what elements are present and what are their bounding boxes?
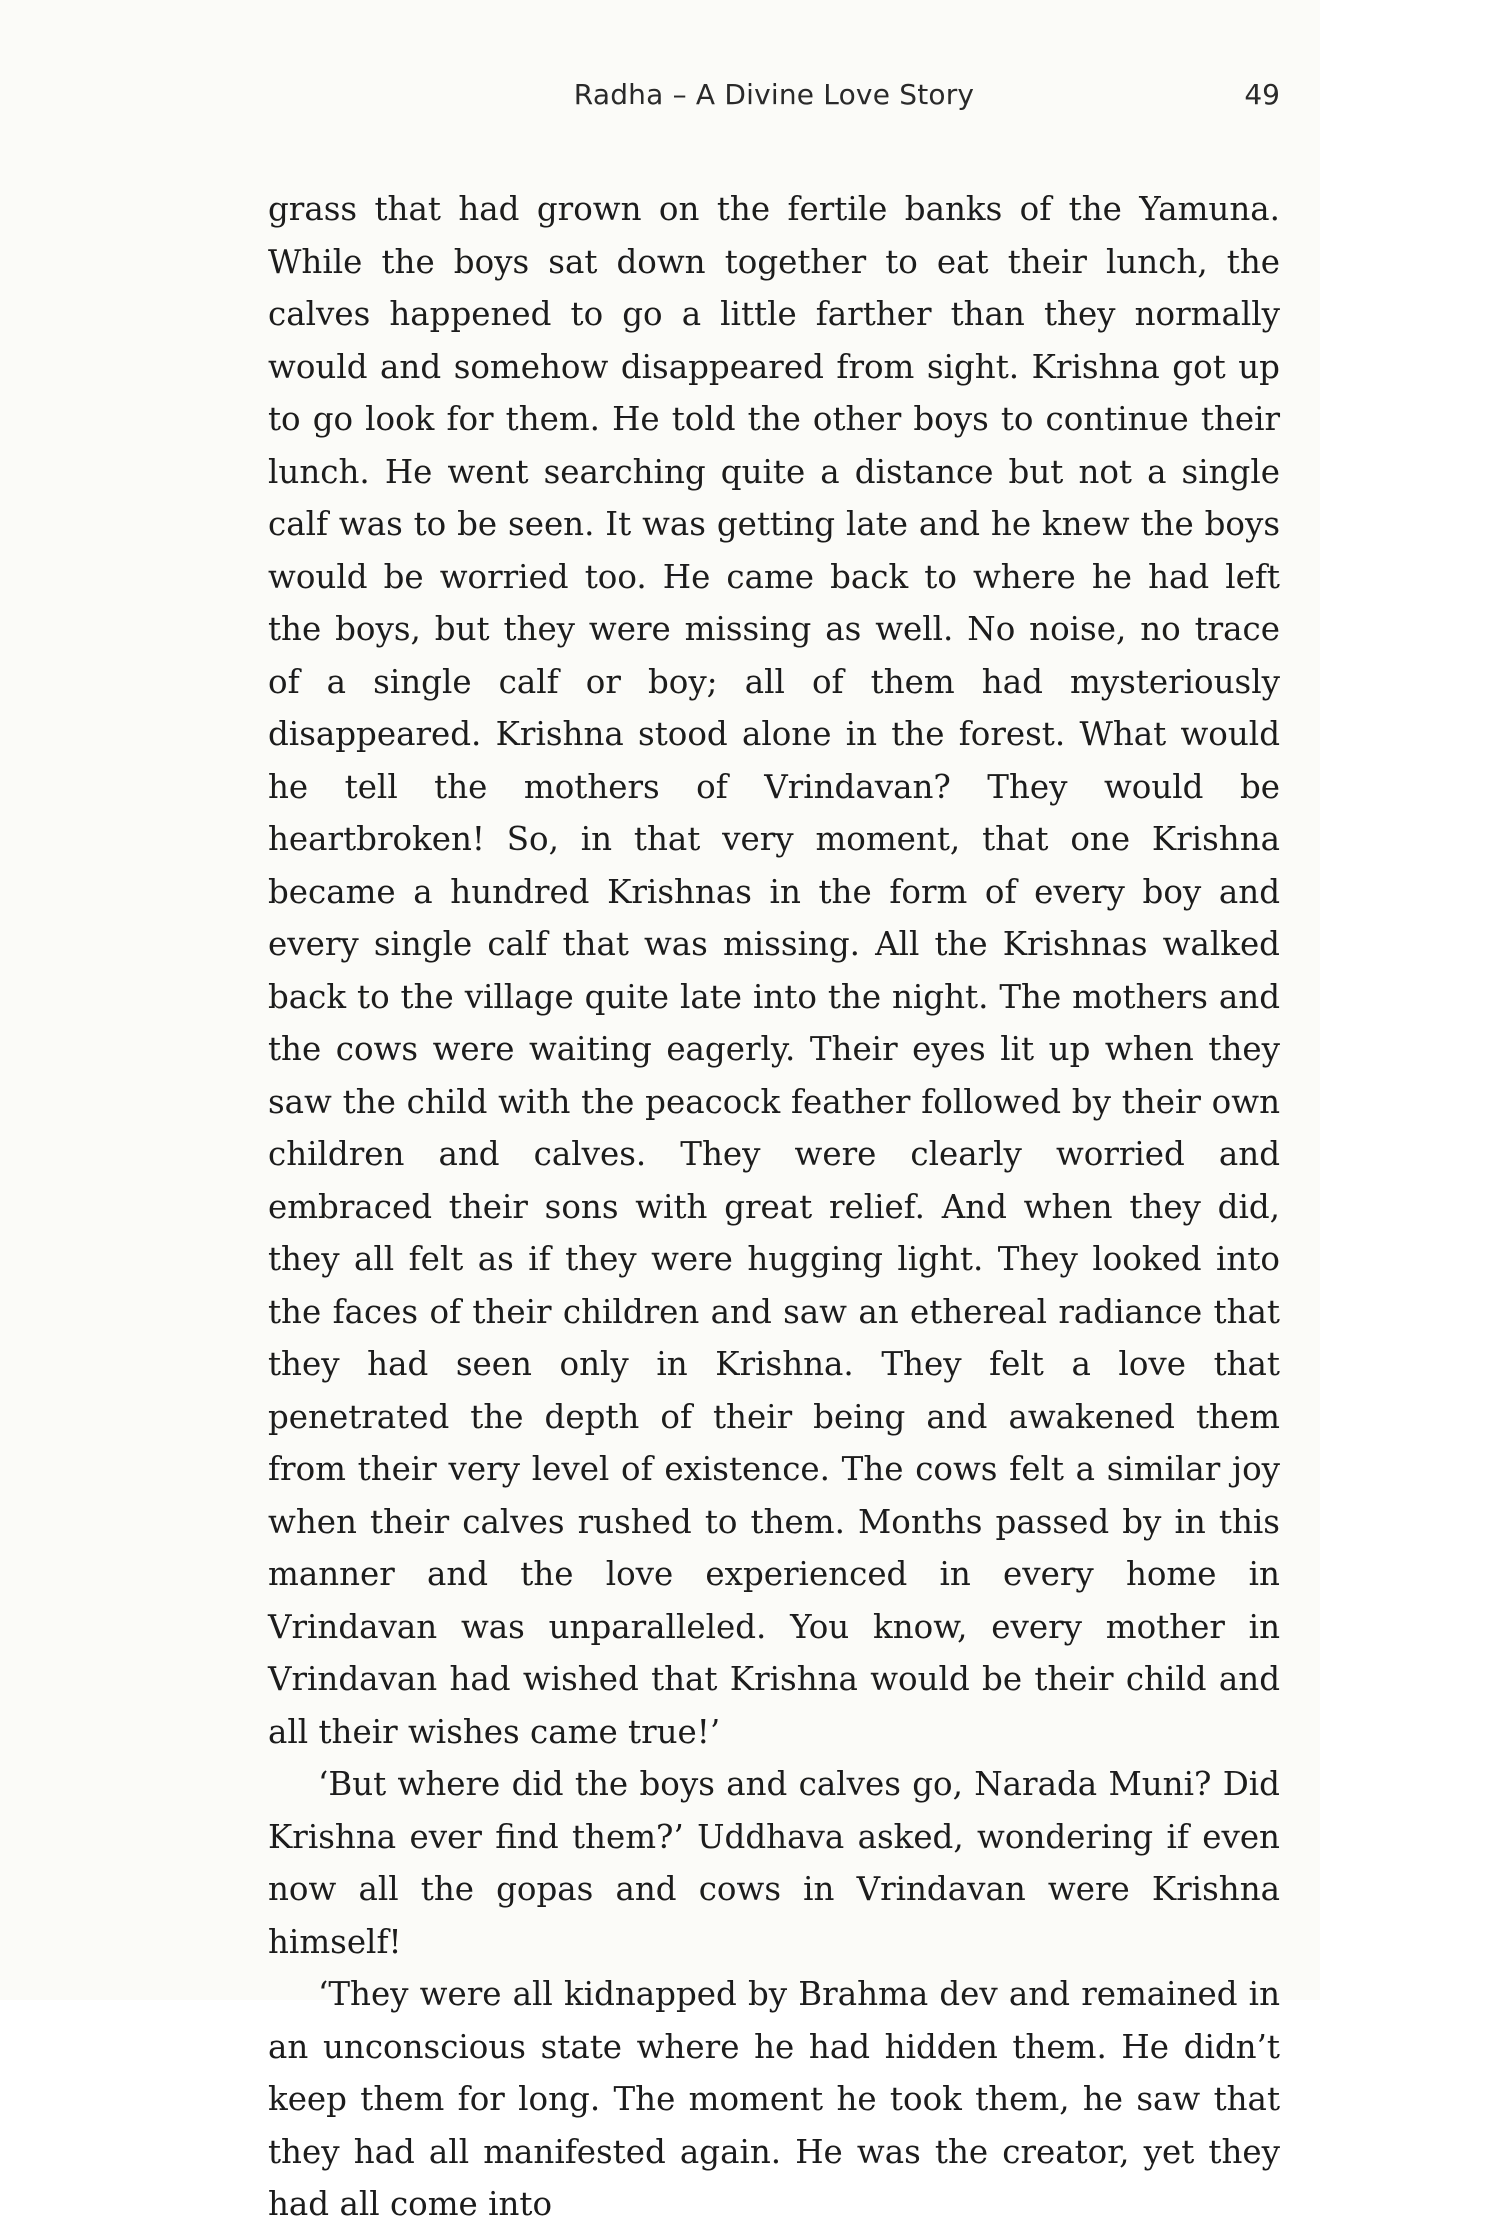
paragraph-uddhava-question: ‘But where did the boys and calves go, Narada Muni? Did Krishna ever find them?’ Uddhava asked, wondering if even now all the gopas and cows in Vrindavan were Krishna himself! xyxy=(268,1765,1280,1961)
running-title: Radha – A Divine Love Story xyxy=(573,78,975,111)
paragraph-narada-answer: ‘They were all kidnapped by Brahma dev and remained in an unconscious state where he had hidden them. He didn’t keep them for long. The moment he took them, he saw that they had all manifested again. He was the creator, yet they had all come into xyxy=(268,1975,1280,2223)
paragraph-continued: grass that had grown on the fertile banks of the Yamuna. While the boys sat down together to eat their lunch, the calves happened to go a little farther than they normally would and somehow disappeared from sight. Krishna got up to go look for them. He told the other boys to continue their lunch. He went searching quite a distance but not a single calf was to be seen. It was getting late and he knew the boys would be worried too. He came back to where he had left the boys, but they were missing as well. No noise, no trace of a single calf or boy; all of them had mysteriously disappeared. Krishna stood alone in the forest. What would he tell the mothers of Vrindavan? They would be heartbroken! So, in that very moment, that one Krishna became a hundred Krishnas in the form of every boy and every single calf that was missing. All the Krishnas walked back to the village quite late into the night. The mothers and the cows were waiting eagerly. Their eyes lit up when they saw the child with the peacock feather followed by their own children and calves. They were clearly worried and embraced their sons with great relief. And when they did, they all felt as if they were hugging light. They looked into the faces of their children and saw an ethereal radiance that they had seen only in Krishna. They felt a love that penetrated the depth of their being and awakened them from their very level of existence. The cows felt a similar joy when their calves rushed to them. Months passed by in this manner and the love experienced in every home in Vrindavan was unparalleled. You know, every mother in Vrindavan had wished that Krishna would be their child and all their wishes came true!’ xyxy=(268,190,1280,1751)
body-text xyxy=(268,183,1280,2231)
page-number: 49 xyxy=(1244,78,1280,111)
page-margin xyxy=(1320,0,1500,2000)
running-header xyxy=(268,78,1280,118)
